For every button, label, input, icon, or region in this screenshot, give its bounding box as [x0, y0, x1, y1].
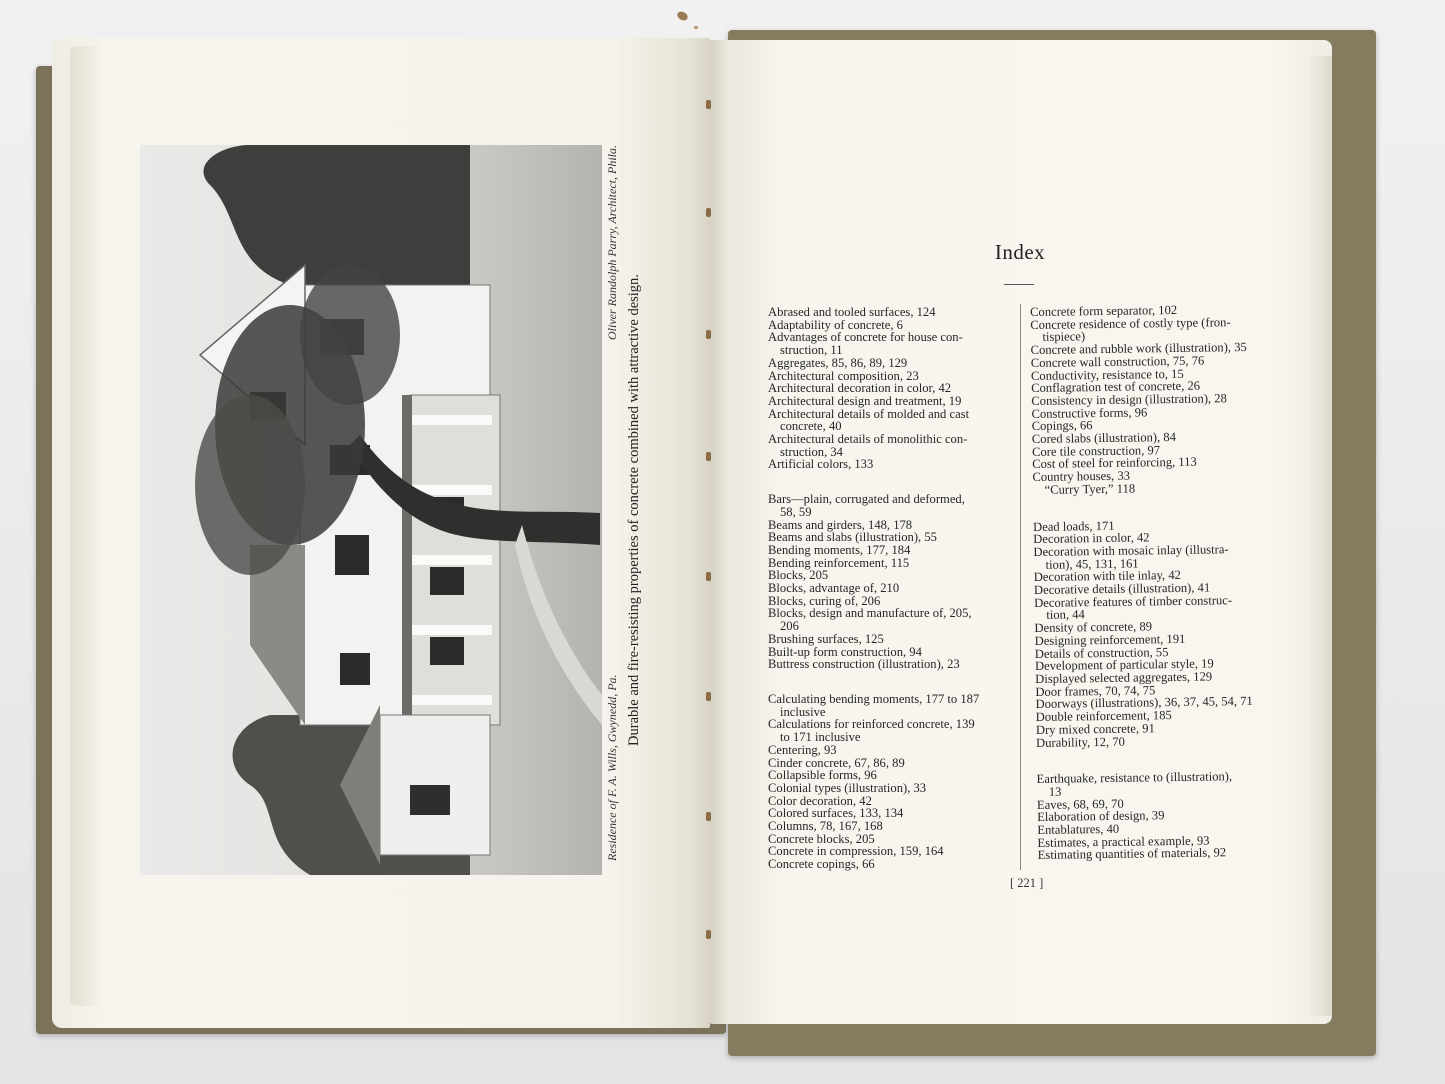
index-entry: Abrased and tooled surfaces, 124: [768, 305, 936, 319]
binding-stitch: [706, 100, 711, 109]
index-entry: Bending moments, 177, 184: [768, 542, 911, 557]
index-entry: Concrete form separator, 102: [1029, 302, 1178, 319]
index-entry: Elaboration of design, 39: [1037, 808, 1165, 825]
index-entry: Concrete blocks, 205: [768, 831, 875, 846]
index-entry: Density of concrete, 89: [1034, 619, 1153, 636]
index-entry: Architectural composition, 23: [768, 368, 919, 383]
index-entry: 206: [780, 619, 799, 634]
index-entry: Adaptability of concrete, 6: [768, 317, 903, 332]
index-entry: inclusive: [780, 704, 826, 719]
index-entry: Columns, 78, 167, 168: [768, 819, 883, 834]
index-entry: to 171 inclusive: [780, 730, 861, 745]
index-group-c: [768, 693, 1014, 871]
binding-stitch: [706, 812, 711, 821]
index-entry: Brushing surfaces, 125: [768, 631, 884, 646]
index-entry: Durability, 12, 70: [1035, 734, 1125, 750]
index-entry: Collapsible forms, 96: [768, 768, 877, 783]
index-title: Index: [994, 240, 1046, 264]
index-entry: Consistency in design (illustration), 28: [1031, 391, 1227, 408]
index-entry: Core tile construction, 97: [1031, 442, 1161, 459]
index-entry: Eaves, 68, 69, 70: [1036, 796, 1124, 812]
index-group-b: [768, 493, 1014, 671]
index-entry: Country houses, 33: [1032, 468, 1131, 485]
index-entry: Centering, 93: [768, 742, 837, 757]
binding-stitch: [706, 330, 711, 339]
index-entry: Colonial types (illustration), 33: [768, 780, 927, 795]
binding-stitch: [706, 692, 711, 701]
index-entry: Blocks, advantage of, 210: [768, 581, 900, 596]
index-entry: tion), 45, 131, 161: [1045, 556, 1139, 572]
index-entry: Dry mixed concrete, 91: [1035, 721, 1155, 737]
index-entry: Dead loads, 171: [1032, 518, 1115, 534]
index-entry: Colored surfaces, 133, 134: [768, 806, 904, 821]
index-entry: Copings, 66: [1031, 418, 1093, 434]
index-entry: Calculating bending moments, 177 to 187: [768, 691, 980, 706]
index-entry: Decorative features of timber construc-: [1034, 592, 1233, 610]
page-number: [ 221 ]: [1010, 876, 1044, 890]
index-entry: Decoration with tile inlay, 42: [1033, 568, 1181, 585]
debris-speck: [694, 26, 698, 29]
index-entry: Constructive forms, 96: [1031, 404, 1148, 421]
group-gap: [768, 671, 1014, 693]
column-divider: [1020, 304, 1021, 870]
index-entry: Decoration in color, 42: [1033, 530, 1150, 547]
title-rule: [1004, 284, 1034, 285]
index-entry: Displayed selected aggregates, 129: [1035, 669, 1213, 686]
index-column-left: [768, 306, 1014, 871]
index-entry: Concrete and rubble work (illustration), 35: [1030, 340, 1247, 358]
index-group-c-continued: [1030, 303, 1263, 497]
index-entry: Cinder concrete, 67, 86, 89: [768, 755, 905, 770]
index-entry: Architectural details of monolithic con-: [768, 432, 968, 447]
index-entry: Conflagration test of concrete, 26: [1031, 378, 1201, 396]
index-entry: Beams and slabs (illustration), 55: [768, 530, 937, 545]
house-photograph: [140, 145, 602, 875]
index-entry: Aggregates, 85, 86, 89, 129: [768, 355, 908, 370]
index-entry: 58, 59: [780, 504, 812, 519]
photo-credit-architect: Oliver Randolph Parry, Architect, Phila.: [605, 145, 619, 340]
index-entry: Artificial colors, 133: [768, 457, 874, 472]
index-group-a: [768, 306, 1014, 471]
index-entry: 13: [1048, 784, 1062, 799]
index-entry: Architectural details of molded and cast: [768, 406, 970, 421]
index-entry: Cored slabs (illustration), 84: [1031, 430, 1177, 447]
index-entry: Double reinforcement, 185: [1035, 708, 1172, 725]
index-entry: Bending reinforcement, 115: [768, 555, 910, 570]
index-entry: Concrete residence of costly type (fron-: [1030, 314, 1231, 332]
index-entry: Calculations for reinforced concrete, 139: [768, 717, 975, 732]
group-gap: [768, 471, 1014, 493]
index-entry: Blocks, design and manufacture of, 205,: [768, 606, 972, 621]
index-entry: Architectural design and treatment, 19: [768, 393, 962, 408]
index-entry: Concrete in compression, 159, 164: [768, 844, 944, 859]
group-gap: [1033, 493, 1263, 520]
photo-caption: Durable and fire-resisting properties of concrete combined with attractive design.: [626, 274, 642, 746]
photo-plate: [140, 145, 642, 875]
binding-stitch: [706, 930, 711, 939]
index-entry: Decoration with mosaic inlay (illustra-: [1033, 542, 1229, 559]
index-entry: Bars—plain, corrugated and deformed,: [768, 492, 965, 507]
index-entry: Blocks, 205: [768, 568, 829, 583]
index-entry: Concrete copings, 66: [768, 857, 875, 872]
index-entry: Details of construction, 55: [1034, 644, 1169, 661]
index-entry: struction, 34: [780, 444, 843, 459]
index-entry: Beams and girders, 148, 178: [768, 517, 913, 532]
index-entry: Architectural decoration in color, 42: [768, 381, 952, 396]
left-page-edge: [70, 46, 100, 1006]
index-entry: Built-up form construction, 94: [768, 644, 922, 659]
binding-stitch: [706, 452, 711, 461]
index-entry: Conductivity, resistance to, 15: [1030, 366, 1184, 383]
photo-plate-rotated: [140, 145, 642, 875]
index-entry: Designing reinforcement, 191: [1034, 631, 1186, 648]
photo-credit-residence: Residence of F. A. Wills, Gwynedd, Pa.: [605, 674, 619, 861]
index-entry: tispiece): [1042, 329, 1086, 345]
binding-stitch: [706, 208, 711, 217]
index-entry: Doorways (illustrations), 36, 37, 45, 54, 71: [1035, 694, 1253, 712]
index-entry: Estimating quantities of materials, 92: [1037, 845, 1227, 863]
index-entry: Development of particular style, 19: [1034, 656, 1214, 674]
index-entry: Decorative details (illustration), 41: [1033, 580, 1211, 598]
index-entry: Entablatures, 40: [1037, 821, 1120, 837]
index-entry: tion, 44: [1046, 607, 1085, 623]
index-entry: Estimates, a practical example, 93: [1037, 833, 1210, 850]
index-entry: Blocks, curing of, 206: [768, 593, 881, 608]
index-entry: Earthquake, resistance to (illustration),: [1036, 769, 1233, 787]
right-page-edge: [1310, 56, 1332, 1016]
index-group-e: [1037, 770, 1268, 862]
index-group-d: [1033, 517, 1266, 749]
binding-stitch: [706, 572, 711, 581]
index-column-right: [1030, 303, 1268, 862]
index-entry: “Curry Tyer,” 118: [1044, 481, 1136, 497]
index-entry: Concrete wall construction, 75, 76: [1030, 353, 1205, 370]
house-photograph-svg: [140, 145, 602, 875]
index-entry: Color decoration, 42: [768, 793, 872, 808]
index-entry: concrete, 40: [780, 419, 842, 434]
index-entry: Cost of steel for reinforcing, 113: [1032, 455, 1197, 472]
index-entry: Door frames, 70, 74, 75: [1035, 682, 1156, 699]
index-entry: struction, 11: [780, 343, 843, 358]
index-entry: Buttress construction (illustration), 23: [768, 657, 960, 672]
index-entry: Advantages of concrete for house con-: [768, 330, 963, 345]
